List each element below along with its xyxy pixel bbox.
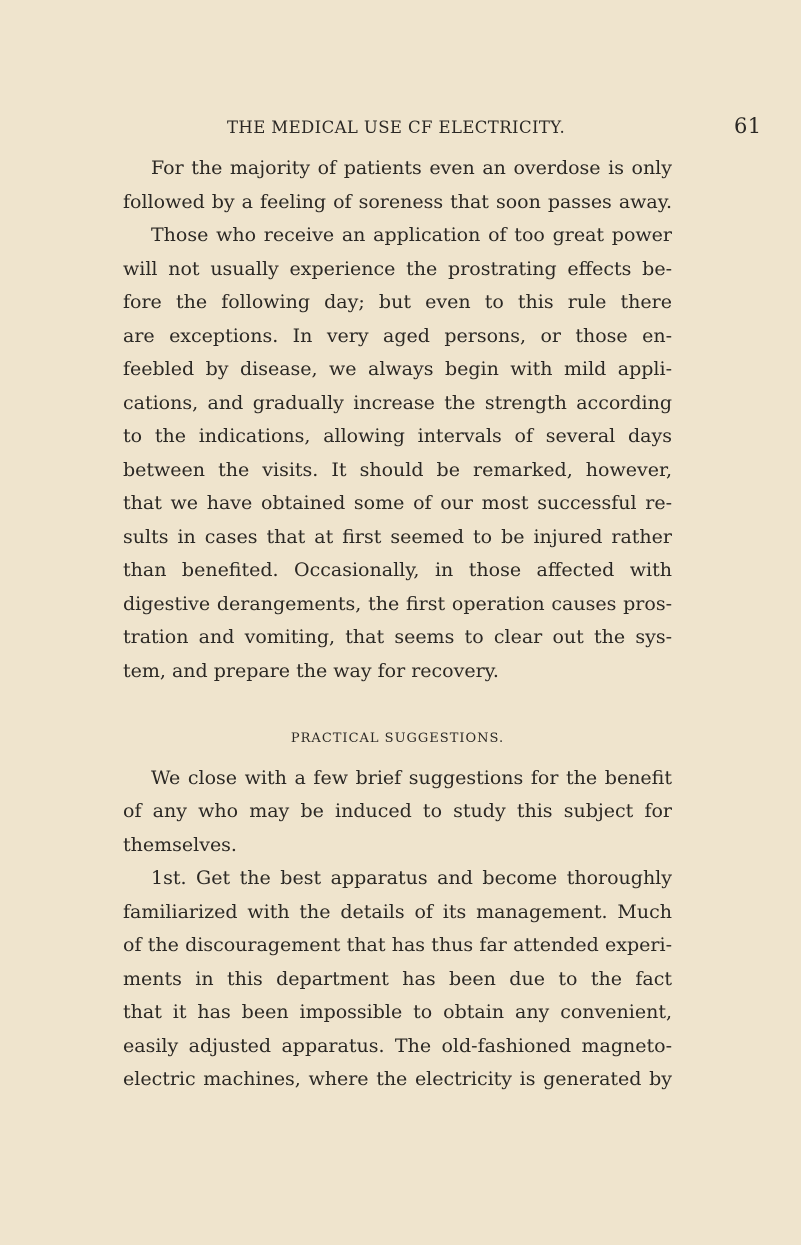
text-line: that it has been impossible to obtain any convenient, — [123, 1001, 672, 1023]
text-line: to the indications, allowing intervals of several days — [123, 425, 672, 447]
text-line: feebled by disease, we always begin with mild appli- — [123, 358, 672, 380]
running-head — [227, 114, 767, 144]
text-line: fore the following day; but even to this rule there — [123, 291, 672, 313]
text-line: Those who receive an application of too great power — [151, 224, 672, 246]
text-line: cations, and gradually increase the strength according — [123, 391, 672, 414]
text-line: digestive derangements, the first operation causes pros- — [123, 592, 672, 615]
text-line: between the visits. It should be remarked, however, — [123, 458, 672, 481]
text-line: followed by a feeling of soreness that soon passes away. — [123, 190, 672, 213]
text-line: ments in this department has been due to the fact — [123, 967, 672, 990]
text-line: of any who may be induced to study this subject for — [123, 800, 672, 822]
paragraph-intro — [123, 762, 672, 863]
text-line: tem, and prepare the way for recovery. — [123, 659, 499, 682]
running-title: THE MEDICAL USE CF ELECTRICITY. — [227, 118, 566, 137]
page-number: 61 — [734, 114, 762, 138]
text-line: tration and vomiting, that seems to clear out the sys- — [123, 626, 672, 648]
text-line: sults in cases that at first seemed to be injured rather — [123, 525, 672, 548]
text-line: than benefited. Occasionally, in those affected with — [123, 559, 672, 581]
text-line: are exceptions. In very aged persons, or those en- — [123, 324, 672, 347]
text-line: We close with a few brief suggestions for the benefit — [151, 766, 672, 789]
body-text — [123, 152, 672, 1097]
text-line: 1st. Get the best apparatus and become thoroughly — [151, 867, 672, 889]
paragraph-first-suggestion — [123, 862, 672, 1097]
text-line: will not usually experience the prostrating effects be- — [123, 257, 672, 280]
text-line: easily adjusted apparatus. The old-fashioned magneto- — [123, 1034, 672, 1057]
text-line: electric machines, where the electricity is generated by — [123, 1068, 672, 1090]
section-heading: PRACTICAL SUGGESTIONS. — [290, 731, 505, 746]
text-line: of the discouragement that has thus far attended experi- — [123, 934, 672, 956]
text-line: that we have obtained some of our most successful re- — [123, 492, 672, 514]
text-line: themselves. — [123, 833, 237, 856]
text-line: For the majority of patients even an overdose is only — [151, 157, 672, 179]
paragraph-overdose — [123, 152, 672, 688]
text-line: familiarized with the details of its management. Much — [123, 900, 672, 923]
